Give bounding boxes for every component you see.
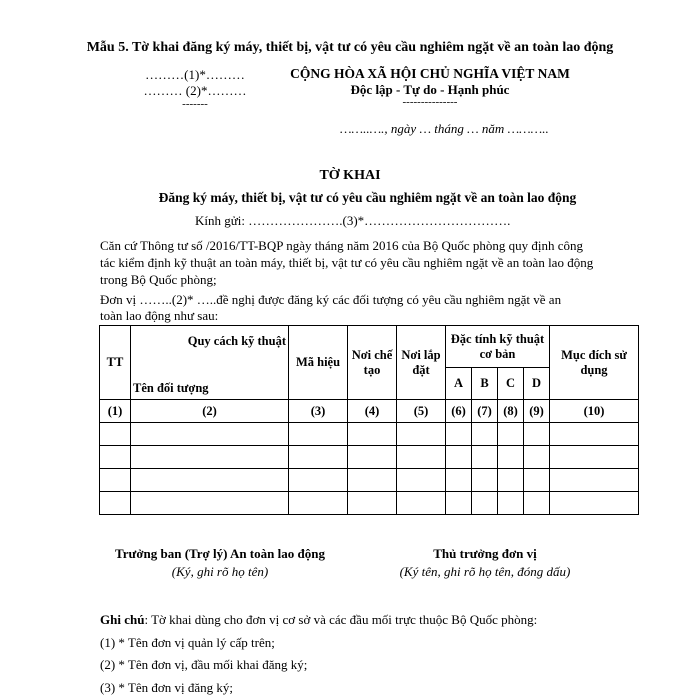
form-title: Mẫu 5. Tờ khai đăng ký máy, thiết bị, vật tư có yêu cầu nghiêm ngặt về an toàn lao động (86, 40, 614, 55)
country-name: CỘNG HÒA XÃ HỘI CHỦ NGHĨA VIỆT NAM (290, 66, 570, 81)
header-noi-che-tao: Nơi chế tạo (348, 326, 397, 400)
col-number-10: (10) (550, 400, 639, 423)
col-number-1: (1) (100, 400, 131, 423)
notes-label: Ghi chú (100, 612, 145, 627)
header-a: A (446, 368, 472, 400)
table-row (100, 446, 639, 469)
col-number-8: (8) (498, 400, 524, 423)
col-number-9: (9) (524, 400, 550, 423)
header-ten-doi-tuong: Tên đối tượng (133, 381, 209, 395)
column-number-row (100, 400, 639, 423)
col-number-3: (3) (289, 400, 348, 423)
header-left-line-2: ……… (2)*……… (143, 83, 247, 98)
signature-left-note: (Ký, ghi rõ họ tên) (171, 564, 269, 579)
header-specification (131, 326, 289, 400)
notes-heading (100, 612, 537, 628)
header-muc-dich: Mục đích sử dụng (550, 326, 639, 400)
date-line: ……..…., ngày … tháng … năm ……….. (340, 121, 549, 136)
table-row (100, 492, 639, 515)
motto-divider: --------------- (402, 96, 458, 108)
note-item-1: (1) * Tên đơn vị quản lý cấp trên; (100, 635, 275, 650)
header-quy-cach: Quy cách kỹ thuật (187, 334, 286, 348)
header-c: C (498, 368, 524, 400)
signature-left-title: Trưởng ban (Trợ lý) An toàn lao động (115, 546, 325, 561)
header-dac-tinh: Đặc tính kỹ thuật cơ bản (446, 326, 550, 368)
header-tt: TT (100, 326, 131, 400)
signature-right-note: (Ký tên, ghi rõ họ tên, đóng dấu) (399, 564, 571, 579)
registration-table (99, 325, 639, 515)
addressee-line: Kính gửi: ………………….(3)*……………………………. (195, 213, 511, 228)
document-subtitle: Đăng ký máy, thiết bị, vật tư có yêu cầu nghiêm ngặt về an toàn lao động (158, 190, 577, 205)
header-d: D (524, 368, 550, 400)
col-number-2: (2) (131, 400, 289, 423)
national-motto: Độc lập - Tự do - Hạnh phúc (350, 82, 510, 97)
header-left-line-1: ………(1)*……… (145, 67, 245, 82)
legal-basis-paragraph: Căn cứ Thông tư số /2016/TT-BQP ngày tháng năm 2016 của Bộ Quốc phòng quy định công tác kiểm định kỹ thuật an toàn máy, thiết bị, vật tư có yêu cầu nghiêm ngặt về an toàn lao động trong Bộ Quốc phòng; (100, 238, 594, 287)
note-item-2: (2) * Tên đơn vị, đầu mối khai đăng ký; (100, 657, 308, 672)
document-title: TỜ KHAI (319, 168, 381, 183)
request-line-2: toàn lao động như sau: (100, 308, 219, 323)
table-row (100, 469, 639, 492)
header-noi-lap-dat: Nơi lắp đặt (397, 326, 446, 400)
table-row (100, 423, 639, 446)
header-b: B (472, 368, 498, 400)
col-number-4: (4) (348, 400, 397, 423)
header-ma-hieu: Mã hiệu (289, 326, 348, 400)
request-line-1: Đơn vị ……..(2)* …..đề nghị được đăng ký các đối tượng có yêu cầu nghiêm ngặt về an (100, 292, 562, 307)
signature-right-title: Thủ trưởng đơn vị (433, 546, 537, 561)
col-number-6: (6) (446, 400, 472, 423)
note-item-3: (3) * Tên đơn vị đăng ký; (100, 680, 234, 695)
notes-text: : Tờ khai dùng cho đơn vị cơ sở và các đầu mối trực thuộc Bộ Quốc phòng: (144, 612, 538, 627)
col-number-5: (5) (397, 400, 446, 423)
header-left-divider: ------- (182, 98, 208, 110)
col-number-7: (7) (472, 400, 498, 423)
